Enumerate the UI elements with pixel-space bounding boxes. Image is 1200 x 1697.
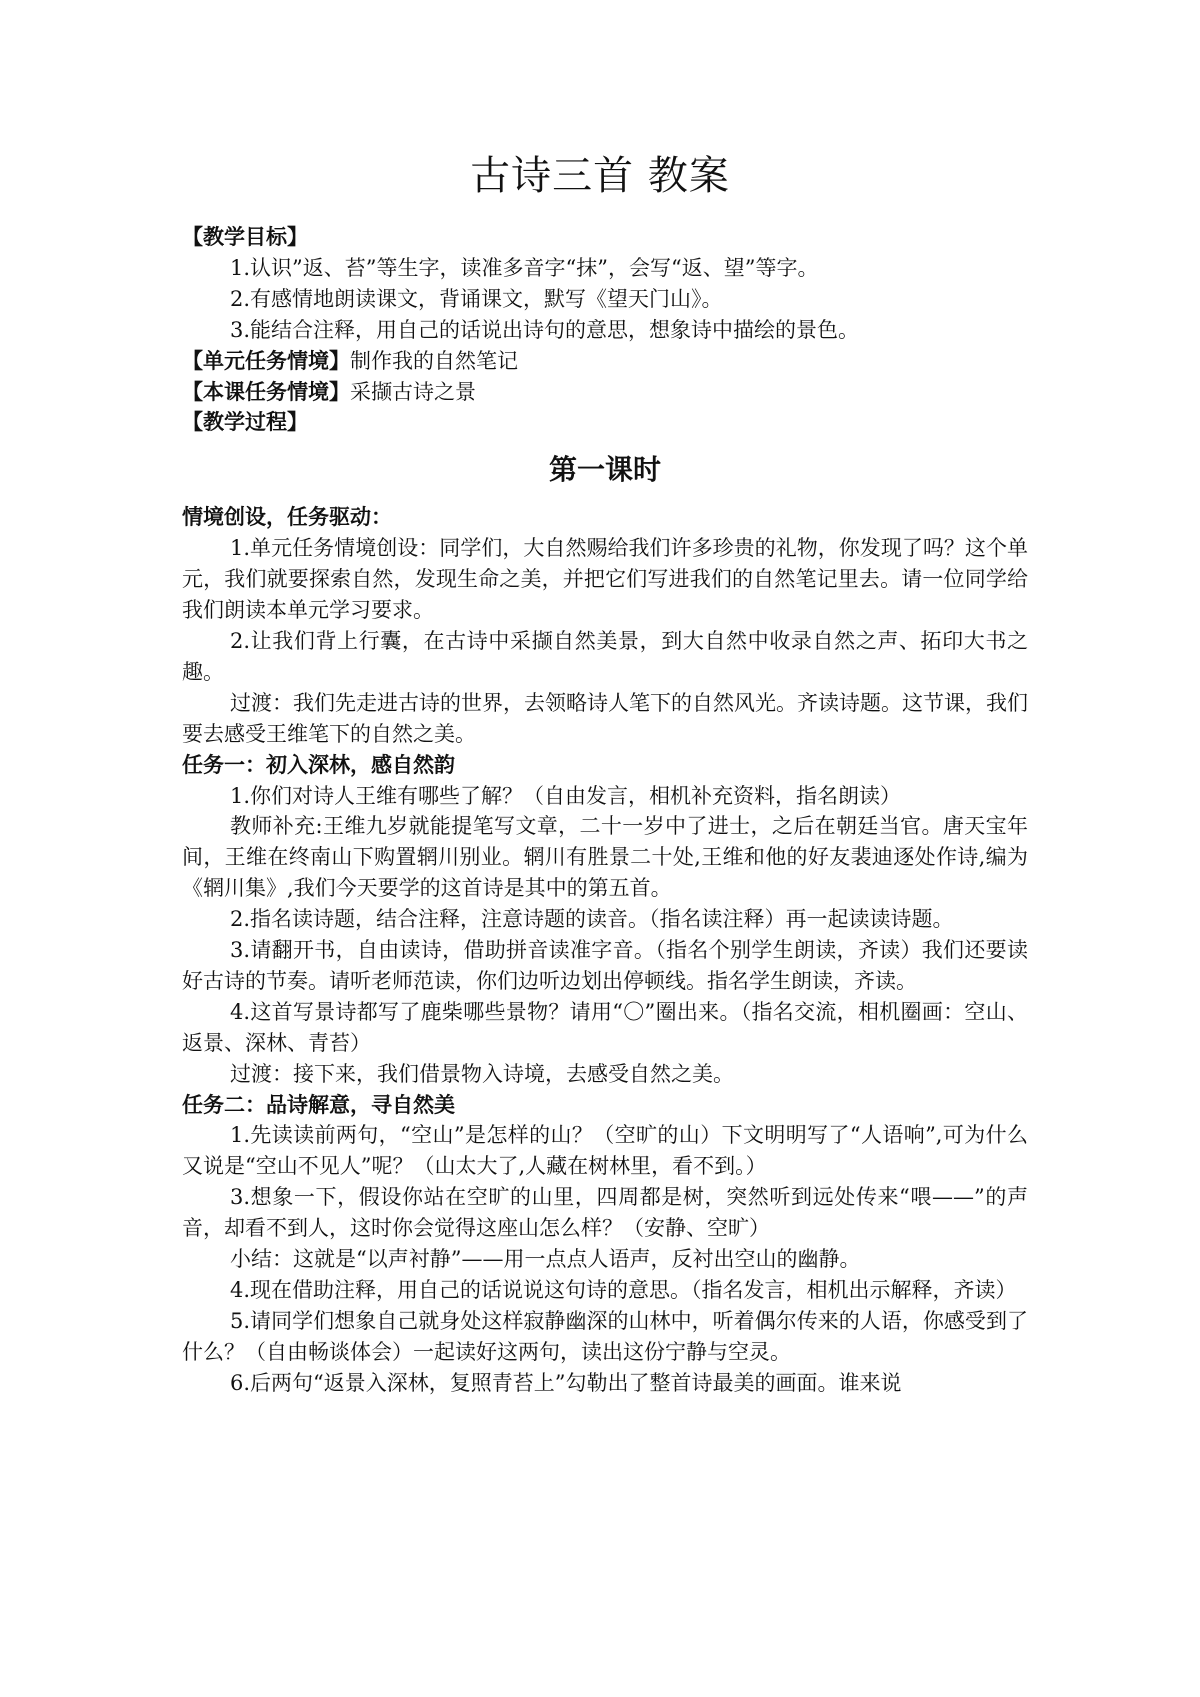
part1-paragraph: 过渡：接下来，我们借景物入诗境，去感受自然之美。 [230,1061,734,1086]
objective-item: 1.认识”返、苔”等生字，读准多音字“抹”，会写“返、望”等字。 [230,255,819,280]
part1-paragraph: 3.请翻开书，自由读诗，借助拼音读准字音。（指名个别学生朗读，齐读）我们还要读好古诗的节奏。请听老师范读，你们边听边划出停顿线。指名学生朗读，齐读。 [182,938,1028,993]
objectives-heading: 【教学目标】 [182,224,308,249]
part1-paragraph: 2.指名读诗题，结合注释，注意诗题的读音。（指名读注释）再一起读读诗题。 [230,907,954,932]
objective-item: 3.能结合注释，用自己的话说出诗句的意思，想象诗中描绘的景色。 [230,317,860,342]
document-body [182,222,1028,1399]
part0-paragraph: 过渡：我们先走进古诗的世界，去领略诗人笔下的自然风光。齐读诗题。这节课，我们要去感受王维笔下的自然之美。 [182,690,1028,746]
part0-paragraph: 1.单元任务情境创设：同学们，大自然赐给我们许多珍贵的礼物，你发现了吗？这个单元，我们就要探索自然，发现生命之美，并把它们写进我们的自然笔记里去。请一位同学给我们朗读本单元学习要求。 [182,536,1028,623]
part2-paragraph: 4.现在借助注释，用自己的话说说这句诗的意思。（指名发言，相机出示解释，齐读） [230,1278,1017,1302]
lesson-task-text: 采撷古诗之景 [350,379,476,404]
part2-paragraph: 小结：这就是“以声衬静”——用一点点人语声，反衬出空山的幽静。 [230,1247,861,1272]
objective-item: 2.有感情地朗读课文，背诵课文，默写《望天门山》。 [230,286,723,311]
unit-task-label: 【单元任务情境】 [182,347,350,373]
document-title: 古诗三首 教案 [470,153,730,199]
part2-paragraph: 3.想象一下，假设你站在空旷的山里，四周都是树，突然听到远处传来“喂——”的声音，却看不到人，这时你会觉得这座山怎么样？（安静、空旷） [182,1185,1028,1241]
part1-paragraph: 教师补充:王维九岁就能提笔写文章，二十一岁中了进士，之后在朝廷当官。唐天宝年间，王维在终南山下购置辋川别业。辋川有胜景二十处,王维和他的好友裴迪逐处作诗,编为《辋川集》,我们今天要学的这首诗是其中的第五首。 [182,814,1028,901]
unit-task-text: 制作我的自然笔记 [350,348,518,373]
part2-paragraph: 6.后两句“返景入深林，复照青苔上”勾勒出了整首诗最美的画面。谁来说 [230,1370,902,1395]
process-heading: 【教学过程】 [182,409,308,435]
lesson-task-line [182,377,1028,408]
part2-paragraph: 5.请同学们想象自己就身处这样寂静幽深的山林中，听着偶尔传来的人语，你感受到了什么？（自由畅谈体会）一起读好这两句，读出这份宁静与空灵。 [182,1308,1028,1364]
lesson-task-label: 【本课任务情境】 [182,378,350,404]
part2-heading: 任务二：品诗解意，寻自然美 [182,1091,455,1117]
part1-paragraph: 1.你们对诗人王维有哪些了解？（自由发言，相机补充资料，指名朗读） [230,783,902,808]
part2-paragraph: 1.先读读前两句，“空山”是怎样的山？（空旷的山）下文明明写了“人语响”,可为什么又说是“空山不见人”呢？（山太大了,人藏在树林里，看不到。） [182,1123,1028,1179]
part0-paragraph: 2.让我们背上行囊，在古诗中采撷自然美景，到大自然中收录自然之声、拓印大书之趣。 [182,628,1028,684]
unit-task-line [182,346,1028,377]
part1-paragraph: 4.这首写景诗都写了鹿柴哪些景物？请用“〇”圈出来。（指名交流，相机圈画：空山、返景、深林、青苔） [182,999,1028,1055]
part1-heading: 任务一：初入深林，感自然韵 [182,751,455,777]
section-title: 第一课时 [548,453,661,487]
part0-heading: 情境创设，任务驱动： [182,504,392,530]
